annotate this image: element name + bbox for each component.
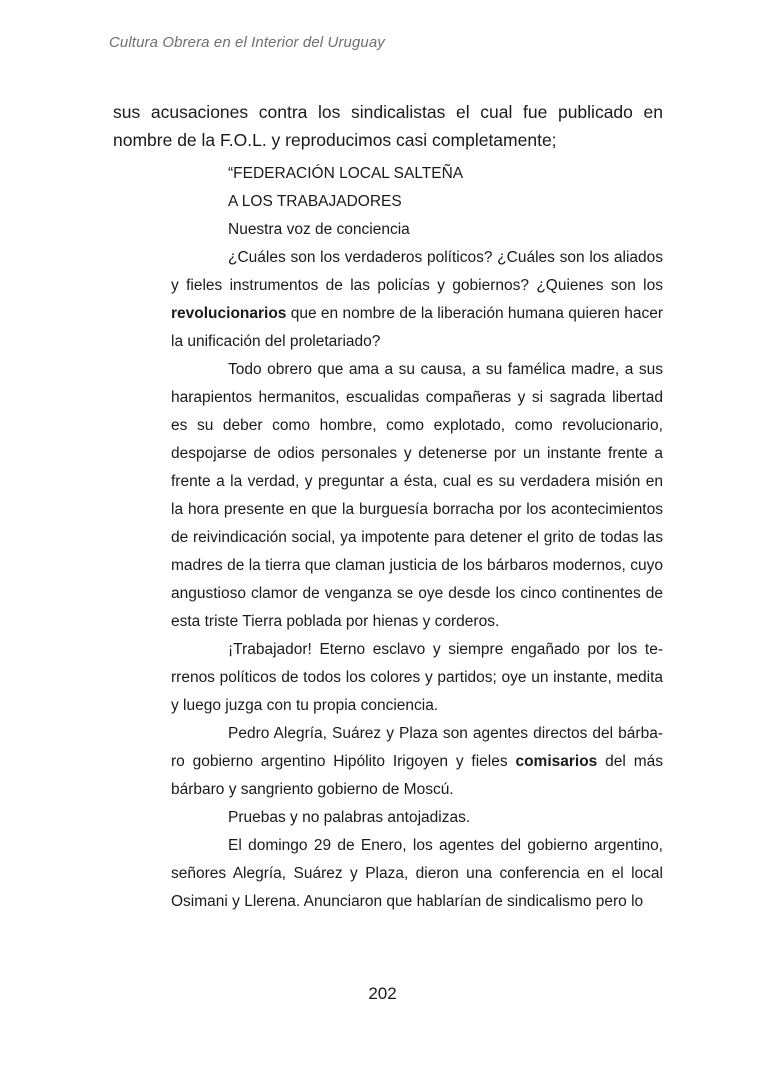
quote-heading-voice: Nuestra voz de conciencia bbox=[228, 221, 410, 238]
quote-paragraph-6: El domingo 29 de Enero, los agentes del gobierno argentino, señores Alegría, Suárez y Plaza, dieron una conferencia en el local Osimani y Llerena. Anunciaron que hablarían de sindicalismo pero lo bbox=[171, 837, 663, 910]
quote-paragraph-3: ¡Trabajador! Eterno esclavo y siempre engañado por los terrenos políticos de todos los colores y partidos; oye un instante, medita y luego juzga con tu propia conciencia. bbox=[171, 641, 663, 714]
quote-paragraph-4-start: Pedro Alegría, Suárez y Plaza son agentes directos del bárbaro gobierno argentino Hipólito Irigoyen y fieles bbox=[171, 725, 663, 770]
quote-paragraph-1-bold: revolucionarios bbox=[171, 305, 287, 322]
quoted-manifesto bbox=[171, 160, 663, 916]
quote-heading-federation: “FEDERACIÓN LOCAL SALTEÑA bbox=[228, 165, 464, 182]
quote-paragraph-2: Todo obrero que ama a su causa, a su famélica madre, a sus harapientos hermanitos, escualidas compañeras y si sagrada libertad es su deber como hombre, como explotado, como revolucionario, despojarse de odios personales y detenerse por un instante frente a frente a la verdad, y preguntar a ésta, cual es su verdadera misión en la hora presente en que la burguesía borracha por los acontecimientos de reivindicación social, ya impotente para detener el grito de todas las madres de la tierra que claman justicia de los bárbaros modernos, cuyo angustioso clamor de venganza se oye desde los cinco continentes de esta triste Tierra poblada por hienas y corderos. bbox=[171, 361, 663, 630]
quote-paragraph-4-bold: comisarios bbox=[515, 753, 598, 770]
quote-paragraph-1-start: ¿Cuáles son los verdaderos políticos? ¿Cuáles son los aliados y fieles instrumentos de las policías y gobiernos? ¿Quienes son los bbox=[171, 249, 663, 294]
quote-paragraph-1-end: que en nombre de la liberación humana quieren hacer la unificación del proletariado? bbox=[171, 305, 663, 350]
intro-text: sus acusaciones contra los sindicalistas el cual fue publicado en nombre de la F.O.L. y reproducimos casi completamente; bbox=[113, 102, 663, 150]
quote-paragraph-4-end: del más bárbaro y sangriento gobierno de Moscú. bbox=[171, 753, 663, 798]
running-header: Cultura Obrera en el Interior del Uruguay bbox=[109, 34, 385, 51]
quote-heading-workers: A LOS TRABAJADORES bbox=[228, 193, 402, 210]
page-number: 202 bbox=[368, 984, 397, 1003]
intro-paragraph bbox=[113, 98, 663, 154]
quote-paragraph-4 bbox=[171, 720, 663, 804]
quote-paragraph-5: Pruebas y no palabras antojadizas. bbox=[228, 809, 471, 826]
quote-paragraph-1 bbox=[171, 244, 663, 356]
